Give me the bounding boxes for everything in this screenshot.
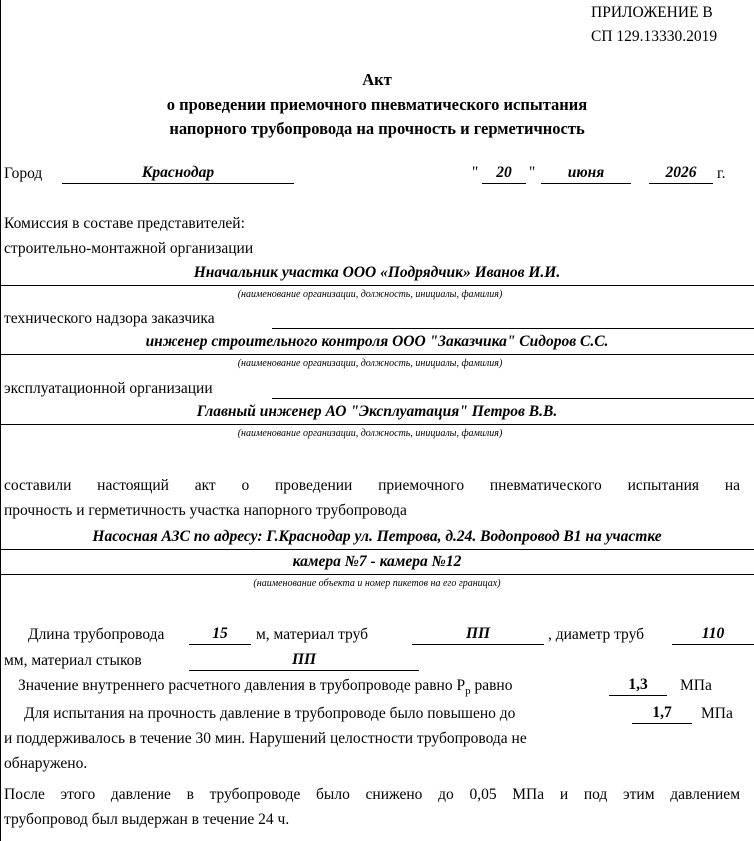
act-text-line-2: прочность и герметичность участка напорного трубопровода <box>4 502 407 519</box>
pressure-label-eq: равно <box>470 677 513 694</box>
pressure-label-text: Значение внутреннего расчетного давления в трубопроводе равно P <box>18 677 466 694</box>
diameter-field: 110 <box>672 624 754 645</box>
supervision-caption: (наименование организации, должность, инициалы, фамилия) <box>237 358 503 369</box>
supervision-label-underline <box>272 328 754 329</box>
material-label: м, материал труб <box>256 626 369 643</box>
object-underline-2 <box>0 574 754 575</box>
supervision-label: технического надзора заказчика <box>4 310 215 327</box>
builder-underline <box>0 285 754 286</box>
final-text-line-1: После этого давление в трубопроводе было снижено до 0,05 МПа и под этим давлением <box>4 786 740 803</box>
pressure-subscript: р <box>465 685 471 698</box>
material-field: ПП <box>412 624 544 645</box>
pressure-unit: МПа <box>680 677 712 694</box>
joints-field: ПП <box>189 650 419 671</box>
object-caption: (наименование объекта и номер пикетов на его границах) <box>253 578 501 589</box>
operation-label: эксплуатационной организации <box>4 380 213 397</box>
test-pressure-unit: МПа <box>701 705 733 722</box>
year-field: 2026 <box>649 163 713 184</box>
document-title: Акт <box>362 70 392 89</box>
appendix-line-1: ПРИЛОЖЕНИЕ В <box>591 4 713 21</box>
month-field: июня <box>541 163 631 184</box>
length-field: 15 <box>189 624 251 645</box>
diameter-label: , диаметр труб <box>548 626 645 643</box>
pressure-label <box>18 677 512 697</box>
operation-underline <box>0 424 754 425</box>
city-field: Краснодар <box>62 163 294 184</box>
operation-value: Главный инженер АО "Эксплуатация" Петров В.В. <box>196 403 558 420</box>
length-label: Длина трубопровода <box>28 626 165 643</box>
supervision-underline <box>0 354 754 355</box>
commission-intro: Комиссия в составе представителей: <box>4 215 245 232</box>
operation-caption: (наименование организации, должность, инициалы, фамилия) <box>237 428 503 439</box>
object-value-line-1: Насосная АЗС по адресу: Г.Краснодар ул. Петрова, д.24. Водопровод В1 на участке <box>92 528 662 545</box>
date-quote-open: " <box>472 164 479 181</box>
test-text-line-3: обнаружено. <box>4 755 88 772</box>
test-pressure-field: 1,7 <box>632 703 692 724</box>
builder-caption: (наименование организации, должность, инициалы, фамилия) <box>237 289 503 300</box>
pressure-field: 1,3 <box>609 675 667 696</box>
test-pressure-label: Для испытания на прочность давление в трубопроводе было повышено до <box>24 705 516 722</box>
appendix-line-2: СП 129.13330.2019 <box>591 28 718 45</box>
test-text-line-2: и поддерживалось в течение 30 мин. Нарушений целостности трубопровода не <box>4 730 527 747</box>
year-suffix: г. <box>717 165 726 182</box>
joints-label: мм, материал стыков <box>4 652 142 669</box>
operation-label-underline <box>272 398 754 399</box>
object-value-line-2: камера №7 - камера №12 <box>292 553 462 570</box>
object-underline-1 <box>0 549 754 550</box>
act-text-line-1: составили настоящий акт о проведении приемочного пневматического испытания на <box>4 477 740 494</box>
document-subtitle-line-1: о проведении приемочного пневматического испытания <box>166 95 588 114</box>
supervision-value: инженер строительного контроля ООО "Заказчика" Сидоров С.С. <box>145 333 609 350</box>
document-subtitle-line-2: напорного трубопровода на прочность и герметичность <box>169 119 585 138</box>
builder-value: Нначальник участка ООО «Подрядчик» Иванов И.И. <box>193 264 561 281</box>
city-label: Город <box>4 165 43 182</box>
final-text-line-2: трубопровод был выдержан в течение 24 ч. <box>4 811 290 828</box>
date-quote-close: " <box>529 164 536 181</box>
builder-label: строительно-монтажной организации <box>4 240 254 257</box>
day-field: 20 <box>482 163 526 184</box>
